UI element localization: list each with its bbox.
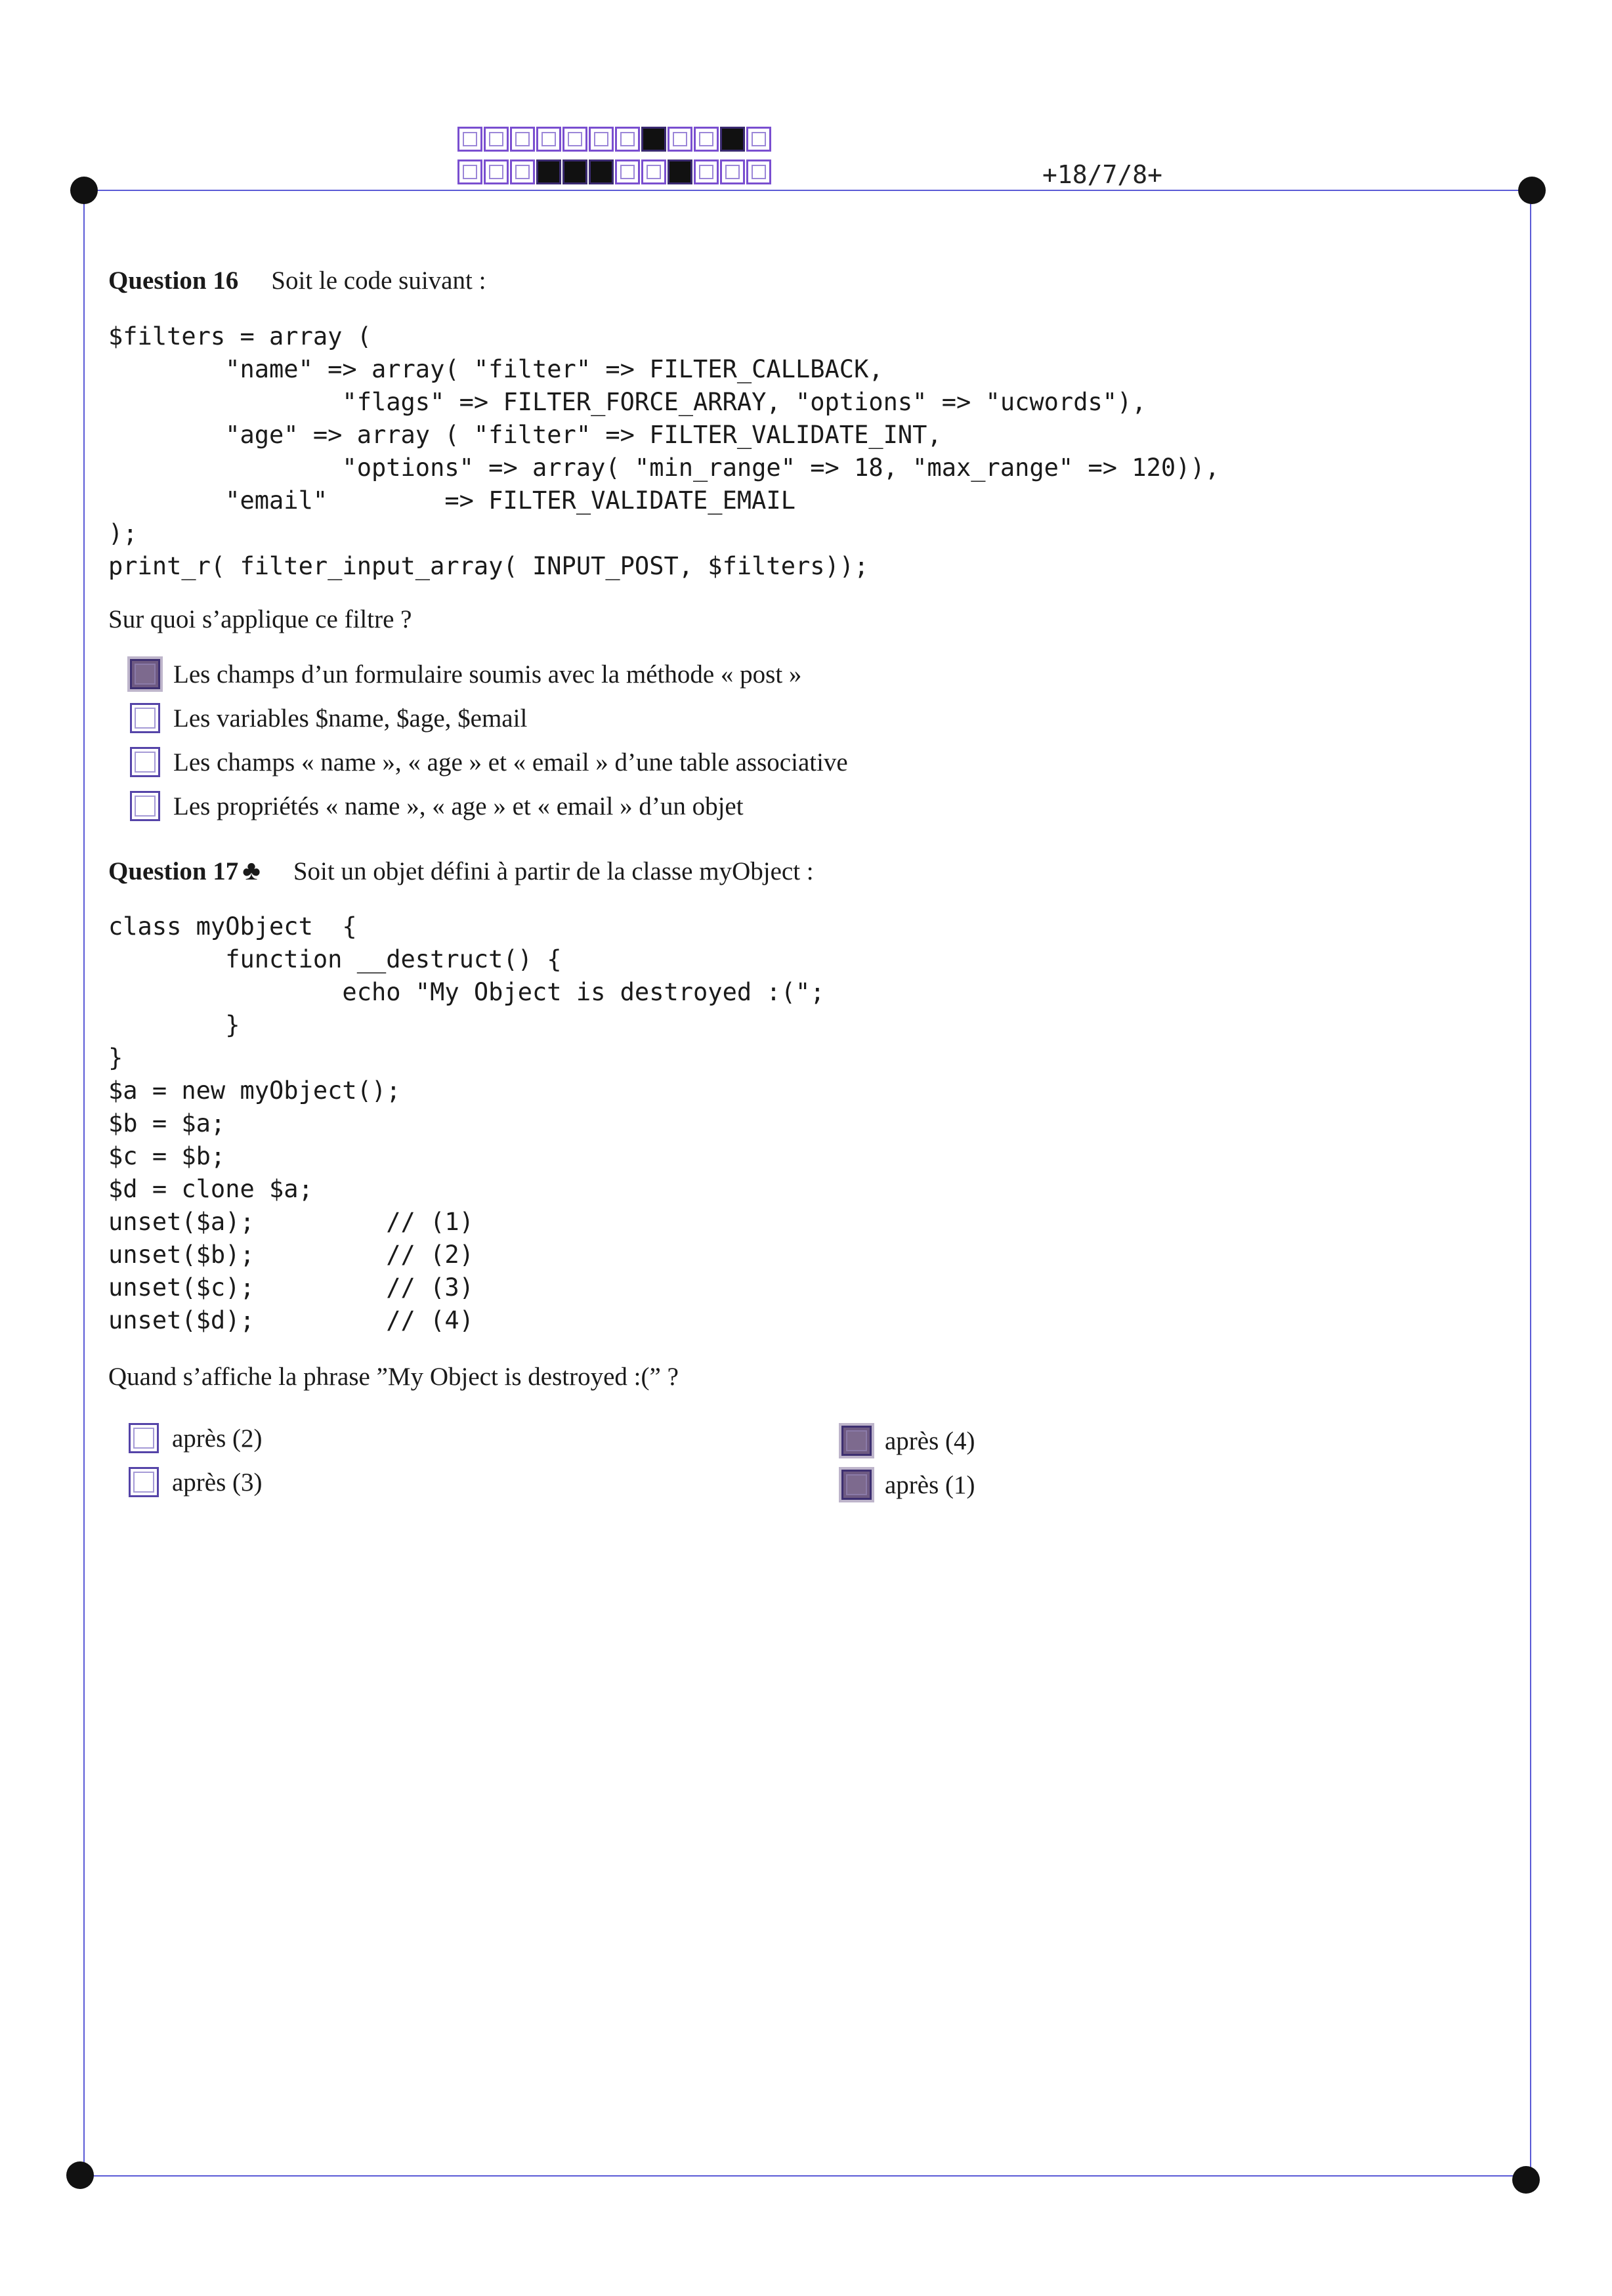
q16-answer-2[interactable] [130, 703, 527, 733]
question-16-question: Sur quoi s’applique ce filtre ? [108, 605, 412, 633]
id-cell [694, 159, 719, 184]
question-17-prompt: Soit un objet défini à partir de la classe myObject : [293, 857, 814, 885]
id-cell [562, 159, 587, 184]
frame-right-line [1530, 190, 1531, 2175]
q17-answer-1-checkbox[interactable] [129, 1423, 159, 1453]
id-cell [536, 159, 561, 184]
q16-answer-4[interactable] [130, 791, 744, 821]
corner-mark-bottom-left [66, 2161, 94, 2189]
q17-answer-3-checkbox[interactable] [841, 1426, 872, 1456]
q17-answer-2[interactable] [129, 1467, 263, 1497]
question-16-label: Question 16 [108, 266, 239, 295]
q16-answer-2-checkbox[interactable] [130, 703, 160, 733]
id-cell [484, 159, 509, 184]
q17-answer-1-label: après (2) [172, 1424, 263, 1453]
q17-answer-2-label: après (3) [172, 1468, 263, 1497]
id-cell [668, 127, 692, 152]
frame-left-line [83, 190, 85, 2175]
q16-answer-3-checkbox[interactable] [130, 747, 160, 777]
q17-answer-1[interactable] [129, 1423, 263, 1453]
id-cell [589, 127, 614, 152]
q17-answer-4-label: après (1) [885, 1470, 975, 1499]
id-box-row-1 [457, 127, 773, 152]
id-cell [615, 159, 640, 184]
id-cell [510, 127, 535, 152]
q16-answer-3-label: Les champs « name », « age » et « email » d’une table associative [173, 748, 848, 776]
id-box-row-2 [457, 159, 773, 184]
id-cell [536, 127, 561, 152]
corner-mark-top-left [70, 177, 98, 204]
id-cell [510, 159, 535, 184]
club-icon: ♣ [242, 856, 261, 886]
id-cell [746, 159, 771, 184]
id-cell [641, 127, 666, 152]
corner-mark-top-right [1518, 177, 1546, 204]
question-16-prompt: Soit le code suivant : [271, 266, 486, 295]
q17-answer-2-checkbox[interactable] [129, 1467, 159, 1497]
question-17-code: class myObject { function __destruct() { echo "My Object is destroyed :("; } } $a = new myObject(); $b = $a; $c = $b; $d = clone $a; unset($a); // (1) unset($b); // (2) unset($c); // (3) unset($d); // (4) [108, 912, 825, 1334]
q17-answer-4[interactable] [841, 1470, 975, 1500]
id-cell [641, 159, 666, 184]
id-cell [720, 127, 745, 152]
q16-answer-4-label: Les propriétés « name », « age » et « email » d’un objet [173, 792, 744, 820]
id-cell [484, 127, 509, 152]
page-identifier: +18/7/8+ [1042, 160, 1163, 189]
q16-answer-3[interactable] [130, 747, 848, 777]
id-cell [562, 127, 587, 152]
q16-answer-1-checkbox[interactable] [130, 659, 160, 689]
question-17-question: Quand s’affiche la phrase ”My Object is destroyed :(” ? [108, 1363, 679, 1391]
question-16-header [108, 266, 486, 295]
q16-answer-1[interactable] [130, 659, 801, 689]
id-cell [615, 127, 640, 152]
id-cell [589, 159, 614, 184]
question-17-header [108, 855, 814, 887]
id-cell [720, 159, 745, 184]
q17-answer-3-label: après (4) [885, 1426, 975, 1455]
question-16-code: $filters = array ( "name" => array( "filter" => FILTER_CALLBACK, "flags" => FILTER_FORCE_ARRAY, "options" => "ucwords"), "age" => array ( "filter" => FILTER_VALIDATE_INT, "options" => array( "min_range" => 18, "max_range" => 120)), "email" => FILTER_VALIDATE_EMAIL ); print_r( filter_input_array( INPUT_POST, $filters)); [108, 322, 1220, 580]
corner-mark-bottom-right [1512, 2166, 1540, 2194]
id-cell [668, 159, 692, 184]
frame-top-line [85, 190, 1533, 191]
question-17-label: Question 17 [108, 857, 239, 885]
frame-bottom-line [79, 2175, 1526, 2177]
id-cell [457, 127, 482, 152]
id-cell [746, 127, 771, 152]
q17-answer-3[interactable] [841, 1426, 975, 1456]
q17-answer-4-checkbox[interactable] [841, 1470, 872, 1500]
q16-answer-2-label: Les variables $name, $age, $email [173, 704, 528, 733]
id-cell [694, 127, 719, 152]
id-cell [457, 159, 482, 184]
q16-answer-1-label: Les champs d’un formulaire soumis avec la méthode « post » [173, 660, 802, 689]
q16-answer-4-checkbox[interactable] [130, 791, 160, 821]
